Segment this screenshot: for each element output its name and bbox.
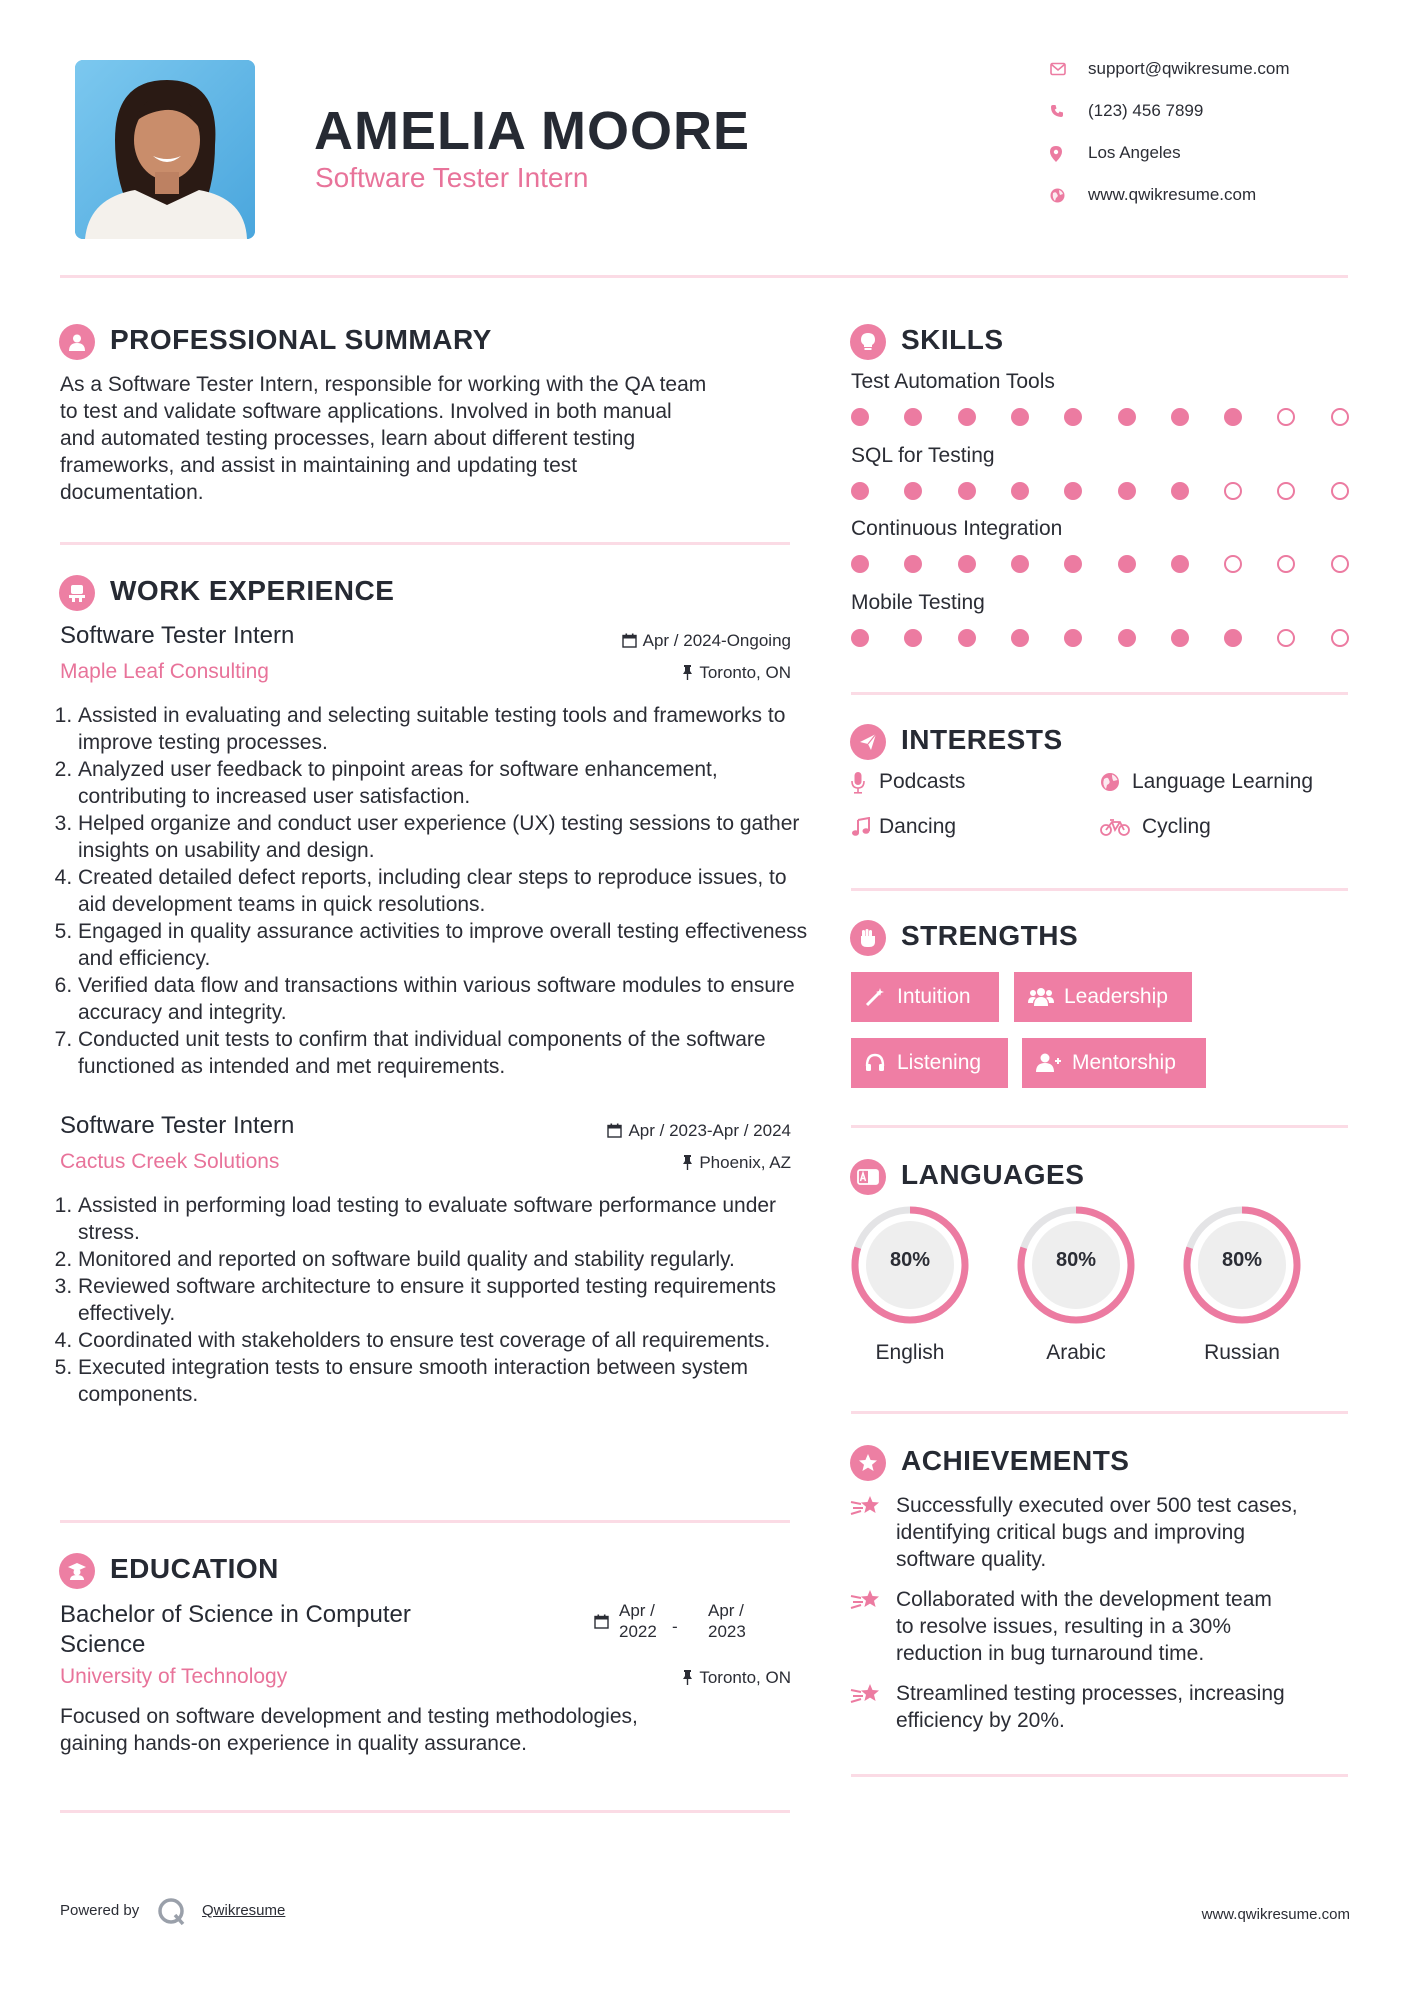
list-item: 4. Coordinated with stakeholders to ensure test coverage of all requirements.	[78, 1327, 818, 1354]
language-percent: 80%	[1221, 1249, 1263, 1271]
language-item	[1180, 1203, 1304, 1365]
summary-divider	[60, 542, 790, 545]
star-badge-icon	[850, 1445, 886, 1481]
languages-divider	[851, 1411, 1348, 1414]
education-divider	[60, 1810, 790, 1813]
pushpin-icon	[682, 665, 693, 680]
achievement-2: Collaborated with the development team to resolve issues, resulting in a 30% reduction in bug turnaround time.	[896, 1586, 1346, 1667]
rating-dot-filled	[851, 555, 869, 573]
strengths-divider	[851, 1125, 1348, 1128]
contact-location	[1050, 140, 1380, 182]
job-2-location: Phoenix, AZ	[682, 1153, 791, 1173]
footer-website[interactable]: www.qwikresume.com	[1201, 1906, 1350, 1923]
job-1-date: Apr / 2024-Ongoing	[622, 631, 791, 651]
language-percent: 80%	[1055, 1249, 1097, 1271]
language-item	[1014, 1203, 1138, 1365]
interests-title: INTERESTS	[901, 724, 1063, 755]
rating-dot-empty	[1224, 555, 1242, 573]
shooting-star-icon	[850, 1588, 884, 1612]
list-item: 1. Assisted in evaluating and selecting suitable testing tools and frameworks to improve testing processes.	[78, 702, 818, 756]
achievement-3: Streamlined testing processes, increasing efficiency by 20%.	[896, 1680, 1346, 1734]
candidate-name: AMELIA MOORE	[314, 101, 750, 161]
qwikresume-logo-icon	[157, 1897, 187, 1927]
education-description: Focused on software development and testing methodologies, gaining hands-on experience in quality assurance.	[60, 1705, 638, 1755]
summary-header	[59, 322, 659, 362]
job-1-bullets	[60, 702, 818, 1080]
rating-dot-empty	[1277, 482, 1295, 500]
rating-dot-filled	[958, 555, 976, 573]
calendar-icon	[622, 633, 637, 648]
shooting-star-icon	[850, 1494, 884, 1518]
degree-title: Bachelor of Science in Computer Science	[60, 1601, 411, 1658]
rating-dot-filled	[1011, 629, 1029, 647]
rating-dot-filled	[1171, 482, 1189, 500]
rating-dot-empty	[1331, 629, 1349, 647]
language-icon	[850, 1159, 886, 1195]
shooting-star-icon	[850, 1682, 884, 1706]
list-item: 3. Reviewed software architecture to ensure it supported testing requirements effectively.	[78, 1273, 818, 1327]
lightbulb-icon	[850, 324, 886, 360]
rating-dot-empty	[1277, 408, 1295, 426]
summary-text: As a Software Tester Intern, responsible for working with the QA team to test and validate software applications. Involved in both manual and automated testing processes, learn about different testing frameworks, and assist in maintaining and updating test documentation.	[60, 373, 707, 504]
list-item: 2. Analyzed user feedback to pinpoint areas for software enhancement, contributing to increased user satisfaction.	[78, 756, 818, 810]
graduate-icon	[59, 1553, 95, 1589]
skill-name: Test Automation Tools	[851, 370, 1055, 393]
rating-dot-filled	[1118, 555, 1136, 573]
education-title: EDUCATION	[110, 1553, 279, 1584]
list-item: 5. Executed integration tests to ensure smooth interaction between system components.	[78, 1354, 818, 1408]
achievements-divider	[851, 1774, 1348, 1777]
languages-title: LANGUAGES	[901, 1159, 1085, 1190]
users-icon	[1028, 987, 1054, 1007]
rating-dot-filled	[1064, 555, 1082, 573]
rating-dot-filled	[1224, 629, 1242, 647]
rating-dot-filled	[851, 482, 869, 500]
rating-dot-filled	[958, 408, 976, 426]
strength-leadership: Leadership	[1014, 972, 1192, 1022]
rating-dot-filled	[1118, 629, 1136, 647]
music-note-icon	[851, 817, 871, 837]
job-2-bullets	[60, 1192, 818, 1408]
language-item	[848, 1203, 972, 1365]
email-text[interactable]: support@qwikresume.com	[1088, 59, 1290, 78]
interests-header	[850, 722, 1250, 762]
interests-divider	[851, 888, 1348, 891]
rating-dot-filled	[958, 482, 976, 500]
candidate-role: Software Tester Intern	[315, 162, 589, 193]
list-item: 7. Conducted unit tests to confirm that individual components of the software functioned as intended and met requirements.	[78, 1026, 818, 1080]
languages-header	[850, 1157, 1250, 1197]
footer-brand-link[interactable]: Qwikresume	[202, 1902, 286, 1919]
pushpin-icon	[682, 1155, 693, 1170]
paper-plane-icon	[850, 724, 886, 760]
achievements-title: ACHIEVEMENTS	[901, 1445, 1130, 1476]
rating-dot-filled	[851, 408, 869, 426]
rating-dot-empty	[1277, 555, 1295, 573]
calendar-icon	[594, 1614, 609, 1629]
list-item: 6. Verified data flow and transactions within various software modules to ensure accuracy and integrity.	[78, 972, 818, 1026]
rating-dot-filled	[851, 629, 869, 647]
pushpin-icon	[682, 1670, 693, 1685]
rating-dot-filled	[1064, 408, 1082, 426]
experience-header	[59, 573, 659, 613]
fist-icon	[850, 920, 886, 956]
education-location: Toronto, ON	[682, 1668, 791, 1688]
rating-dot-filled	[1064, 629, 1082, 647]
skills-divider	[851, 692, 1348, 695]
bicycle-icon	[1100, 817, 1130, 837]
achievement-1: Successfully executed over 500 test cases, identifying critical bugs and improving software quality.	[896, 1492, 1346, 1573]
school-name: University of Technology	[60, 1665, 288, 1688]
resume-page: AMELIA MOORE Software Tester Intern support@qwikresume.com (123) 456 7899 Los Angeles www.qwikresume.com PROFESSIONAL SUMMARY As a Software Tester Intern, responsible for working with the QA team to test and validate software applications. Involved in both manual and automated testing processes, learn about different testing frameworks, and assist in maintaining and updating test documentation. WORK EXPERIENCE Software Tester Intern Apr / 2024-Ongoing Maple Leaf Consulting Toronto, ON 1. Assisted in evaluating and selecting suitable testing tools and frameworks to improve testing processes. 2. Analyzed user feedback to pinpoint areas for software enhancement, contributing to increased user satisfaction. 3. Helped organize and conduct user experience (UX) testing sessions to gather insights on usability and design. 4. Created detailed defect reports, including clear steps to reproduce issues, to aid development teams in quick resolutions. 5. Engaged in quality assurance activities to improve overall testing effectiveness and efficiency. 6. Verified data flow and transactions within various software modules to ensure accuracy and integrity. 7. Conducted unit tests to confirm that individual components of the software functioned as intended and met requirements. Software Tester Intern Apr / 2023-Apr / 2024 Cactus Creek Solutions Phoenix, AZ 1. Assisted in performing load testing to evaluate software performance under stress. 2. Monitored and reported on software build quality and stability regularly. 3. Reviewed software architecture to ensure it supported testing requirements effectively. 4. Coordinated with stakeholders to ensure test coverage of all requirements. 5. Executed integration tests to ensure smooth interaction between system components. EDUCATION Bachelor of Science in Computer Science Apr / 2022 - Apr / 2023 University of Technology Toronto, ON Focused on software development and testing methodologies, gaining hands-on experience in quality assurance. SKILLS Test Automation Tools SQL for Testing Continuous Integration Mobile Testing INTERESTS Podcasts Language Learning Dancing Cycling STRENGTHS Intuition Leadership Listening Mentorship LANGUAGES 80% English 80% Arabic 80% Russian ACHIEVEMENTS Successfully executed over 500 test cases, identifying critical bugs and improving software quality. Collaborated with the development team to resolve issues, resulting in a 30% reduction in bug turnaround time. Streamlined testing processes, increasing efficiency by 20%. Powered by Qwikresume www.qwikresume.com	[0, 0, 1407, 1990]
rating-dot-filled	[958, 629, 976, 647]
skills-title: SKILLS	[901, 324, 1004, 355]
rating-dot-empty	[1331, 408, 1349, 426]
website-text[interactable]: www.qwikresume.com	[1088, 185, 1257, 204]
list-item: 2. Monitored and reported on software build quality and stability regularly.	[78, 1246, 818, 1273]
summary-title: PROFESSIONAL SUMMARY	[110, 324, 492, 355]
contact-block	[1050, 56, 1380, 224]
rating-dot-empty	[1331, 555, 1349, 573]
rating-dot-filled	[1011, 555, 1029, 573]
profile-photo	[75, 60, 255, 239]
skill-name: Continuous Integration	[851, 517, 1063, 540]
skills-header	[850, 322, 1250, 362]
list-item: 3. Helped organize and conduct user experience (UX) testing sessions to gather insights on usability and design.	[78, 810, 818, 864]
list-item: 4. Created detailed defect reports, including clear steps to reproduce issues, to aid development teams in quick resolutions.	[78, 864, 818, 918]
contact-phone	[1050, 98, 1380, 140]
strength-listening: Listening	[851, 1038, 1008, 1088]
language-name: English	[875, 1341, 945, 1364]
magic-wand-icon	[865, 987, 885, 1007]
user-icon	[59, 324, 95, 360]
job-1-title: Software Tester Intern	[60, 622, 295, 649]
envelope-icon	[1050, 62, 1066, 76]
experience-title: WORK EXPERIENCE	[110, 575, 395, 606]
skill-name: SQL for Testing	[851, 443, 995, 467]
strength-intuition: Intuition	[851, 972, 999, 1022]
rating-dot-empty	[1331, 482, 1349, 500]
user-plus-icon	[1036, 1053, 1062, 1073]
achievements-header	[850, 1443, 1250, 1483]
strengths-title: STRENGTHS	[901, 920, 1079, 951]
language-name: Arabic	[1046, 1341, 1106, 1364]
map-pin-icon	[1050, 146, 1062, 162]
job-1-company: Maple Leaf Consulting	[60, 660, 269, 683]
calendar-icon	[607, 1123, 622, 1138]
rating-dot-filled	[1224, 408, 1242, 426]
job-1-location: Toronto, ON	[682, 663, 791, 683]
language-name: Russian	[1204, 1341, 1280, 1364]
language-percent: 80%	[889, 1249, 931, 1271]
rating-dot-filled	[1118, 482, 1136, 500]
strength-mentorship: Mentorship	[1022, 1038, 1206, 1088]
rating-dot-filled	[1011, 408, 1029, 426]
rating-dot-filled	[1064, 482, 1082, 500]
globe-icon	[1050, 188, 1065, 203]
job-2-company: Cactus Creek Solutions	[60, 1150, 280, 1173]
phone-text: (123) 456 7899	[1088, 101, 1204, 120]
rating-dot-filled	[1171, 408, 1189, 426]
contact-email	[1050, 56, 1380, 98]
rating-dot-filled	[904, 408, 922, 426]
rating-dot-empty	[1277, 629, 1295, 647]
rating-dot-filled	[1011, 482, 1029, 500]
rating-dot-filled	[1171, 555, 1189, 573]
contact-website	[1050, 182, 1380, 224]
briefcase-icon	[59, 575, 95, 611]
job-2-title: Software Tester Intern	[60, 1112, 295, 1139]
rating-dot-filled	[904, 482, 922, 500]
header-divider	[60, 275, 1348, 278]
rating-dot-filled	[1171, 629, 1189, 647]
rating-dot-filled	[1118, 408, 1136, 426]
list-item: 5. Engaged in quality assurance activities to improve overall testing effectiveness and efficiency.	[78, 918, 818, 972]
rating-dot-filled	[904, 555, 922, 573]
headphones-icon	[865, 1053, 885, 1073]
skill-name: Mobile Testing	[851, 590, 985, 614]
microphone-icon	[851, 772, 865, 794]
list-item: 1. Assisted in performing load testing to evaluate software performance under stress.	[78, 1192, 818, 1246]
globe-icon	[1100, 772, 1120, 792]
job-2-date: Apr / 2023-Apr / 2024	[607, 1121, 791, 1141]
phone-icon	[1050, 104, 1064, 118]
experience-divider	[60, 1520, 790, 1523]
location-text: Los Angeles	[1088, 143, 1181, 162]
rating-dot-empty	[1224, 482, 1242, 500]
rating-dot-filled	[904, 629, 922, 647]
footer-powered-by: Powered by	[60, 1902, 140, 1919]
strengths-header	[850, 918, 1250, 958]
education-header	[59, 1551, 659, 1591]
